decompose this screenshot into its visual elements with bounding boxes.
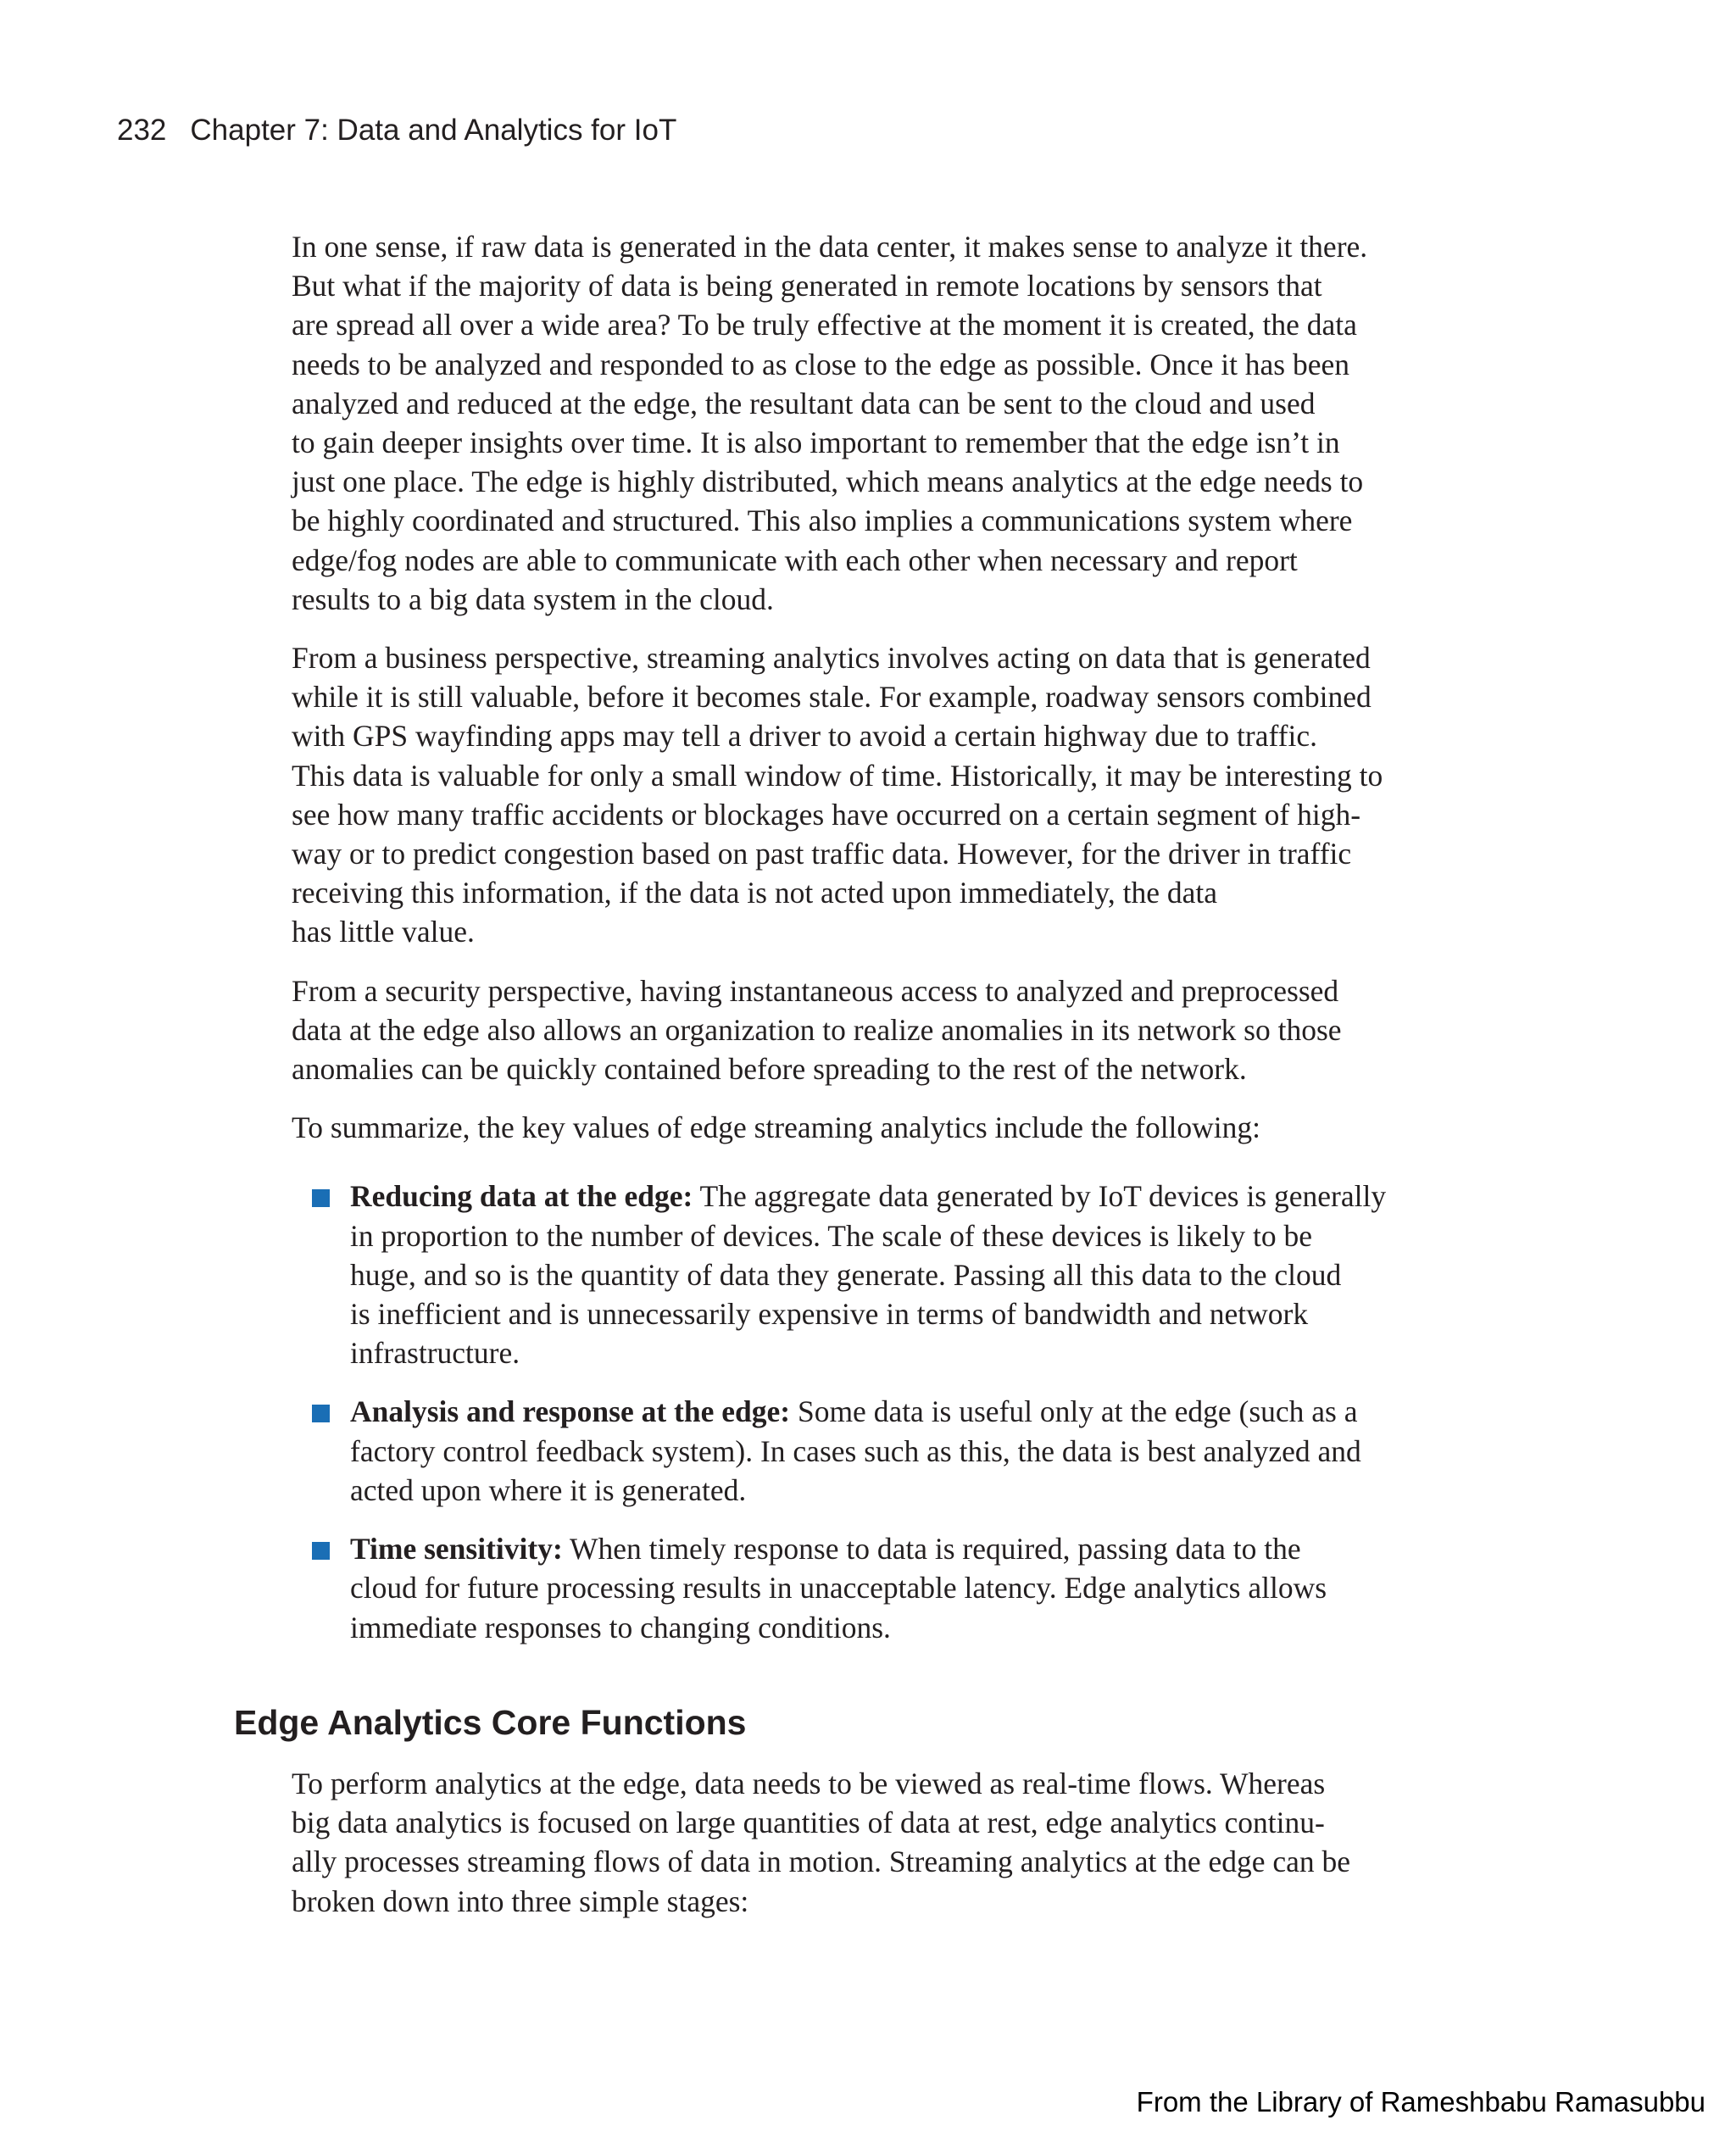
bullet-lead: Reducing data at the edge:	[350, 1179, 693, 1214]
section-text	[292, 1764, 1436, 1940]
square-bullet-icon	[312, 1189, 330, 1207]
text-line: huge, and so is the quantity of data they generate. Passing all this data to the cloud	[350, 1257, 1342, 1292]
section-heading: Edge Analytics Core Functions	[234, 1703, 747, 1742]
text-line: just one place. The edge is highly distributed, which means analytics at the edge needs to	[292, 465, 1364, 499]
text-line: anomalies can be quickly contained before spreading to the rest of the network.	[292, 1052, 1247, 1087]
chapter-title: Chapter 7: Data and Analytics for IoT	[190, 114, 677, 147]
paragraph-raw-data-location	[292, 227, 1436, 619]
list-item	[292, 1529, 1436, 1647]
text-line	[350, 1529, 1436, 1568]
paragraph-business-perspective	[292, 638, 1436, 952]
square-bullet-icon	[312, 1405, 330, 1422]
text-line: In one sense, if raw data is generated in the data center, it makes sense to analyze it there.	[292, 230, 1368, 264]
text-line: are spread all over a wide area? To be truly effective at the moment it is created, the data	[292, 308, 1357, 342]
text-line: receiving this information, if the data is not acted upon immediately, the data	[292, 876, 1217, 910]
text-line: cloud for future processing results in unacceptable latency. Edge analytics allows	[350, 1571, 1327, 1605]
text-line: while it is still valuable, before it becomes stale. For example, roadway sensors combined	[292, 680, 1372, 715]
page-number: 232	[117, 114, 167, 147]
text-line: needs to be analyzed and responded to as close to the edge as possible. Once it has been	[292, 347, 1350, 381]
paragraph-summary-intro	[292, 1108, 1436, 1147]
text-line: with GPS wayfinding apps may tell a driver to avoid a certain highway due to traffic.	[292, 719, 1317, 754]
text-line: But what if the majority of data is being generated in remote locations by sensors that	[292, 269, 1322, 303]
text-line: broken down into three simple stages:	[292, 1884, 749, 1918]
bullet-text: The aggregate data generated by IoT devices is generally	[693, 1179, 1387, 1214]
list-item	[292, 1177, 1436, 1372]
paragraph-core-functions	[292, 1764, 1436, 1921]
text-line: From a business perspective, streaming analytics involves acting on data that is generated	[292, 641, 1371, 676]
library-footer: From the Library of Rameshbabu Ramasubbu	[1136, 2086, 1705, 2117]
text-line: acted upon where it is generated.	[350, 1472, 747, 1507]
bullet-lead: Time sensitivity:	[350, 1532, 563, 1566]
text-line: ally processes streaming flows of data in motion. Streaming analytics at the edge can be	[292, 1845, 1351, 1879]
text-line: To perform analytics at the edge, data needs to be viewed as real-time flows. Whereas	[292, 1767, 1326, 1800]
list-item	[292, 1392, 1436, 1510]
body-text	[292, 227, 1436, 1667]
square-bullet-icon	[312, 1542, 330, 1560]
text-line: factory control feedback system). In cases such as this, the data is best analyzed and	[350, 1433, 1361, 1468]
text-line: see how many traffic accidents or blockages have occurred on a certain segment of high-	[292, 797, 1361, 832]
text-line: data at the edge also allows an organization to realize anomalies in its network so those	[292, 1012, 1342, 1047]
bullet-text: Some data is useful only at the edge (such as a	[790, 1394, 1358, 1429]
text-line: has little value.	[292, 915, 475, 949]
text-line: edge/fog nodes are able to communicate with each other when necessary and report	[292, 543, 1298, 577]
bullet-lead: Analysis and response at the edge:	[350, 1394, 791, 1429]
bullet-text: When timely response to data is required, passing data to the	[562, 1532, 1301, 1566]
text-line: to gain deeper insights over time. It is also important to remember that the edge isn’t in	[292, 426, 1340, 460]
text-line: be highly coordinated and structured. This also implies a communications system where	[292, 504, 1353, 538]
text-line: This data is valuable for only a small window of time. Historically, it may be interesting to	[292, 758, 1383, 793]
text-line	[350, 1392, 1436, 1431]
text-line	[350, 1177, 1436, 1216]
key-values-list	[292, 1177, 1436, 1646]
text-line: To summarize, the key values of edge streaming analytics include the following:	[292, 1110, 1261, 1145]
text-line: immediate responses to changing conditions.	[350, 1610, 891, 1644]
text-line: big data analytics is focused on large quantities of data at rest, edge analytics continu-	[292, 1806, 1325, 1840]
text-line: analyzed and reduced at the edge, the resultant data can be sent to the cloud and used	[292, 386, 1316, 420]
text-line: results to a big data system in the cloud.	[292, 582, 774, 616]
text-line: in proportion to the number of devices. The scale of these devices is likely to be	[350, 1218, 1313, 1253]
running-head	[117, 110, 676, 151]
text-line: infrastructure.	[350, 1336, 520, 1371]
paragraph-security-perspective	[292, 971, 1436, 1089]
text-line: way or to predict congestion based on past traffic data. However, for the driver in traffic	[292, 837, 1352, 871]
text-line: From a security perspective, having instantaneous access to analyzed and preprocessed	[292, 973, 1339, 1008]
text-line: is inefficient and is unnecessarily expensive in terms of bandwidth and network	[350, 1297, 1309, 1332]
